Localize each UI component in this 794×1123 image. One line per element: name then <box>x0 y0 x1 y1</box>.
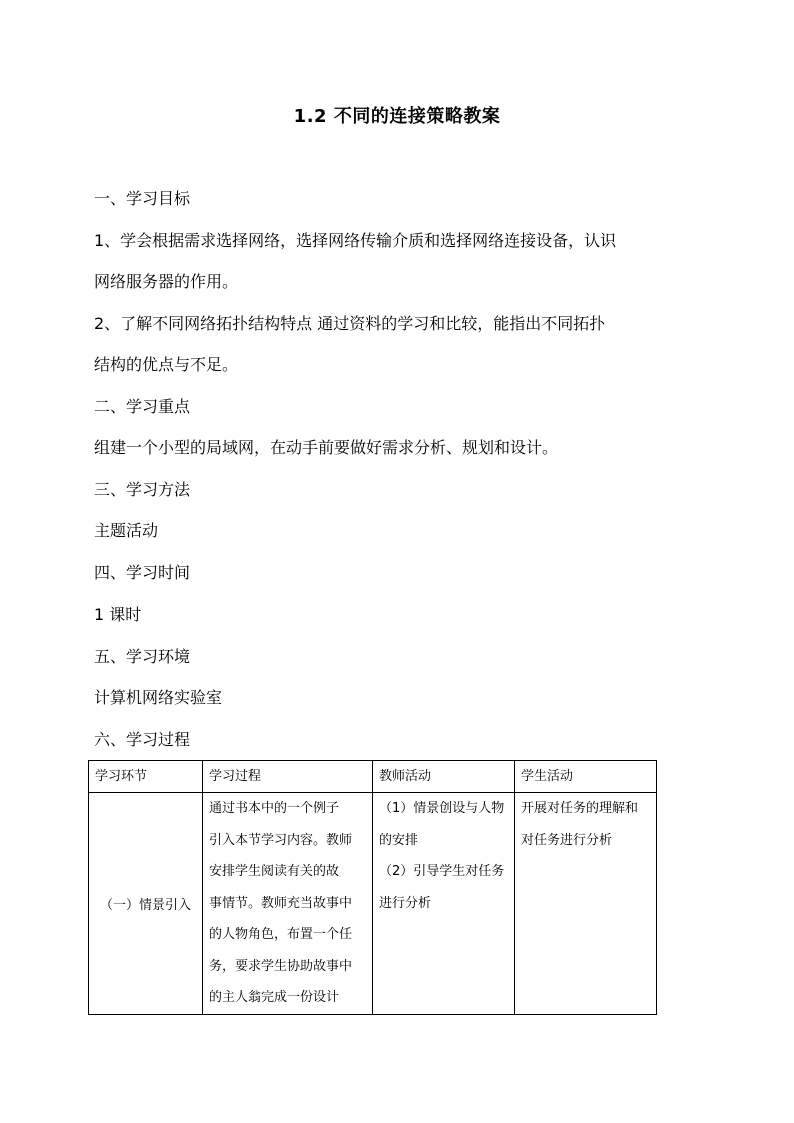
process-line: 通过书本中的一个例子 <box>209 801 340 816</box>
stage-cell: （一）情景引入 <box>89 793 203 1015</box>
teacher-activity-line: （1）情景创设与人物 <box>379 801 505 816</box>
process-line: 安排学生阅读有关的故 <box>209 864 340 879</box>
learning-process-table <box>88 760 657 1015</box>
process-line: 的人物角色，布置一个任 <box>209 927 353 942</box>
document-title: 1.2 不同的连接策略教案 <box>293 106 501 127</box>
environment-text: 计算机网络实验室 <box>94 688 223 707</box>
objective-1-paragraph <box>94 220 704 302</box>
teacher-activity-line: 进行分析 <box>379 895 432 911</box>
section-heading-process: 六、学习过程 <box>94 730 191 749</box>
process-line: 务，要求学生协助故事中 <box>209 958 353 974</box>
objective-2-line: 2、了解不同网络拓扑结构特点 通过资料的学习和比较，能指出不同拓扑 <box>94 314 606 333</box>
section-heading-objectives: 一、学习目标 <box>94 189 191 208</box>
section-heading-key-points: 二、学习重点 <box>94 397 191 416</box>
student-activity-line: 开展对任务的理解和 <box>521 801 639 816</box>
process-cell <box>203 793 373 1015</box>
teacher-activity-cell <box>373 793 515 1015</box>
section-heading-environment: 五、学习环境 <box>94 647 191 666</box>
teacher-activity-line: 的安排 <box>379 832 419 848</box>
teacher-activity-line: （2）引导学生对任务 <box>379 864 505 879</box>
objective-2-paragraph <box>94 303 704 385</box>
section-heading-time: 四、学习时间 <box>94 563 191 582</box>
process-line: 事情节。教师充当故事中 <box>209 895 353 911</box>
table-header-cell: 学习环节 <box>89 761 203 793</box>
section-heading-methods: 三、学习方法 <box>94 480 191 499</box>
table-header-cell: 教师活动 <box>373 761 515 793</box>
process-line: 的主人翁完成一份设计 <box>209 990 340 1005</box>
table-header-cell: 学习过程 <box>203 761 373 793</box>
objective-2-line: 结构的优点与不足。 <box>94 355 239 374</box>
objective-1-line: 网络服务器的作用。 <box>94 272 239 291</box>
time-text: 1 课时 <box>94 605 142 624</box>
table-header-row <box>89 761 657 793</box>
table-header-cell: 学生活动 <box>515 761 657 793</box>
methods-text: 主题活动 <box>94 521 159 540</box>
key-points-text: 组建一个小型的局域网，在动手前要做好需求分析、规划和设计。 <box>94 438 559 457</box>
process-line: 引入本节学习内容。教师 <box>209 832 353 848</box>
student-activity-line: 对任务进行分析 <box>521 832 613 848</box>
student-activity-cell <box>515 793 657 1015</box>
objective-1-line: 1、学会根据需求选择网络，选择网络传输介质和选择网络连接设备，认识 <box>94 231 617 250</box>
table-row <box>89 793 657 1015</box>
